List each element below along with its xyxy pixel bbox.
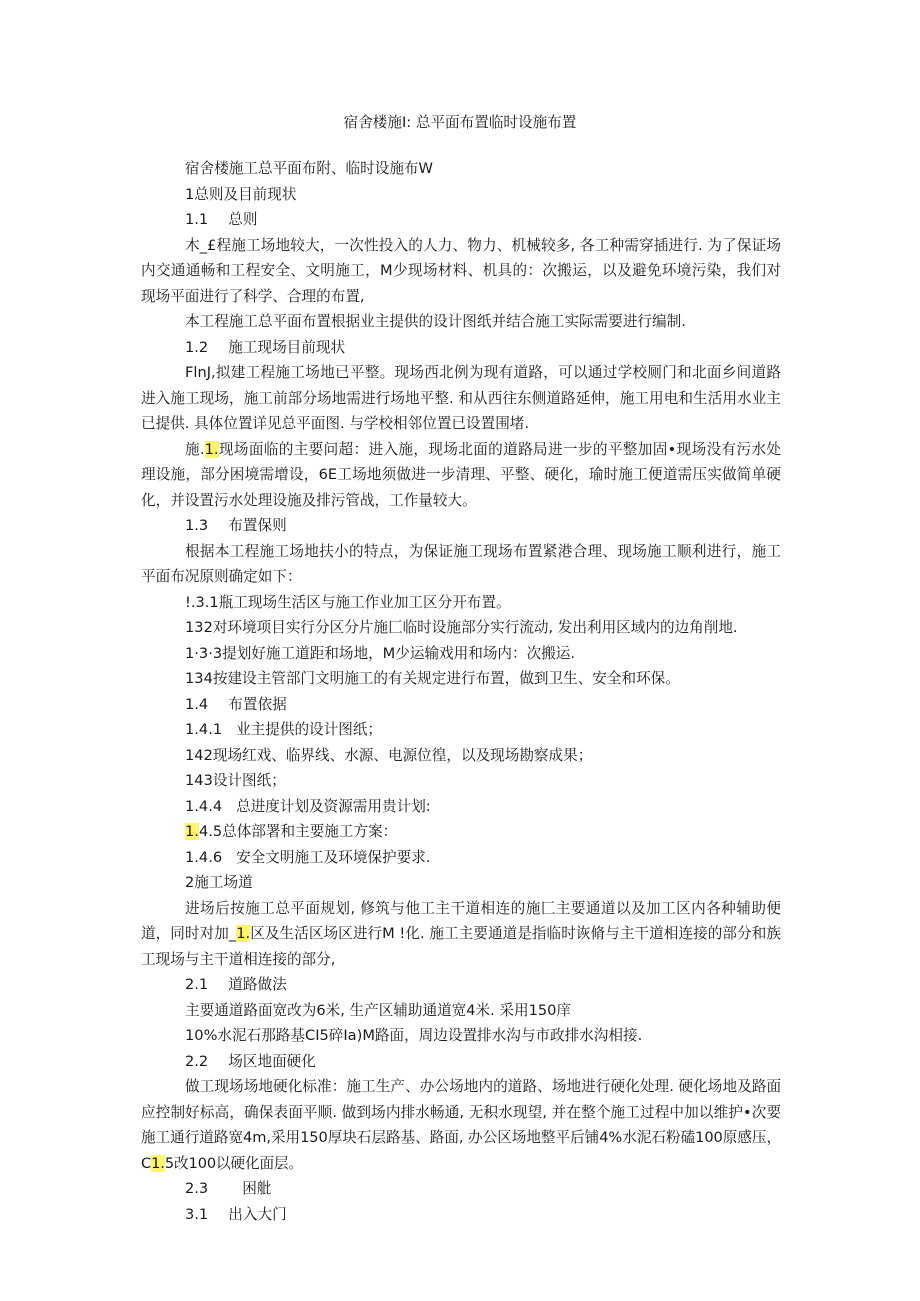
paragraph: 木_£程施工场地较大，一次性投入的人力、物力、机械较多, 各工种需穿插进行. 为了保证场内交通通畅和工程安全、文明施工，M少现场材料、机具的：次搬运，以及避免环境污染，我们对现场平面进行了科学、合理的布置, <box>141 236 781 305</box>
paragraph <box>141 1074 781 1176</box>
section-number: 3.1 <box>185 1205 209 1223</box>
highlighted-text: 1. <box>204 440 219 458</box>
heading-text: 困舭 <box>242 1180 272 1197</box>
section-number: 1.4.1 <box>185 721 223 738</box>
list-item: 143设计图纸； <box>185 772 286 789</box>
highlighted-text: 1. <box>151 1154 165 1172</box>
list-item <box>141 845 781 871</box>
text-run: 现场面临的主要问超：进入施，现场北面的道路局进一步的平整加固•现场没有污水处理设施，部分困境需增设，6E工场地须做进一步清理、平整、硬化，瑜时施工便道需压实做简单硬化，并设置污水处理设施及排污管战，工作量较大。 <box>141 440 781 509</box>
section-heading <box>141 513 781 539</box>
paragraph-line: 10%水泥石那路基CI5碎Ia)M路面，周边设置排水沟与市政排水沟相接. <box>185 1027 643 1044</box>
section-heading <box>141 207 781 233</box>
section-number: 1.1 <box>185 211 209 228</box>
document-body <box>141 156 781 1227</box>
paragraph: 本工程施工总平面布置根据业主提供的设计图纸并结合施工实际需要进行编制. <box>185 313 686 330</box>
subtitle-text: 宿舍楼施工总平面布附、临时设施布W <box>185 160 433 177</box>
section-heading <box>141 1176 781 1202</box>
section-heading <box>141 870 781 896</box>
heading-text: 施工现场目前现状 <box>228 338 346 356</box>
section-number: 1.4 <box>185 695 209 713</box>
subtitle-line <box>141 156 781 182</box>
section-heading <box>141 972 781 998</box>
list-text: 总进度计划及资源需用贵计划: <box>236 797 431 815</box>
text-run: 5改100以硬化面层。 <box>164 1154 304 1172</box>
list-item: 1·3·3提划好施工道距和场地，M少运输戏用和场内：次搬运. <box>185 644 576 662</box>
list-text: 业主提供的设计图纸； <box>236 721 383 738</box>
highlighted-text: 1. <box>236 925 251 942</box>
section-number: 2.1 <box>185 976 209 993</box>
section-number: 1.4.6 <box>185 848 223 866</box>
section-heading <box>141 335 781 361</box>
heading-text: 总则 <box>228 211 258 228</box>
list-item <box>141 819 781 845</box>
document-title: 宿舍楼施I: 总平面布置临时设施布置 <box>343 114 577 131</box>
paragraph-line: 主要通道路面宽改为6米, 生产区辅助通道宽4米. 采用150庠 <box>185 1001 572 1019</box>
section-number: 2.3 <box>185 1180 209 1197</box>
section-heading <box>141 692 781 718</box>
heading-text: 1总则及目前现状 <box>185 185 297 203</box>
heading-text: 布置保则 <box>228 517 287 534</box>
paragraph: FlnJ,拟建工程施工场地已平整。现场西北例为现有道路，可以通过学校厕门和北面乡间道路进入施工现场，施工前部分场地需进行场地平整. 和从西往东侧道路延伸，施工用电和生活用水业主已提供. 具体位置详见总平面图. 与学校相邻位置已设置围堵. <box>141 364 781 432</box>
text-run: 做工现场场地硬化标准：施工生产、办公场地内的道路、场地进行硬化处理. 硬化场地及路面应控制好标高，确保表面平顺. 做到场内排水畅通, 无积水现望, 并在整个施工过程中加以维护•次要施工通行道路宽4m,采用150厚块石层路基、路面, 办公区场地整平后铺4%水泥石粉磕100原感压，C <box>141 1078 781 1172</box>
paragraph: 根据本工程施工场地扶小的特点，为保证施工现场布置紧港合理、现场施工顺利进行，施工平面布况原则确定如下： <box>141 542 781 585</box>
text-run: 进场后按施工总平面规划, 修筑与他工主干道相连的施匚主要通道以及加工区内各种辅助便道，同时对加_ <box>141 899 781 942</box>
list-item <box>141 717 781 743</box>
heading-text: 出入大门 <box>228 1205 287 1223</box>
section-number: 1.3 <box>185 517 209 534</box>
list-text: 4.5总体部署和主要施工方案： <box>198 823 398 840</box>
text-run: 区及生活区场区进行M !化. 施工主要通道是指临时诙脩与主干道相连接的部分和族工现场与主干道相连接的部分, <box>141 925 781 968</box>
list-item: !.3.1瓶工现场生活区与施工作业加工区分开布置。 <box>185 593 511 611</box>
highlighted-text: 1. <box>185 823 199 840</box>
section-heading <box>141 1049 781 1075</box>
section-heading <box>141 1202 781 1228</box>
heading-text: 布置依据 <box>228 695 287 713</box>
list-item: 132对环境项目实行分区分片施匚临时设施部分实行流动, 发出利用区域内的边角削地. <box>185 619 738 636</box>
paragraph <box>141 437 781 514</box>
section-number: 2.2 <box>185 1052 209 1070</box>
paragraph <box>141 896 781 973</box>
heading-text: 2施工场道 <box>185 874 253 891</box>
list-item <box>141 794 781 820</box>
list-item: 134按建设主管部门文明施工的有关规定进行布置，做到卫生、安全和环保。 <box>185 670 680 687</box>
section-number: 1.2 <box>185 338 209 356</box>
section-heading <box>141 182 781 208</box>
heading-text: 道路做法 <box>228 976 287 993</box>
list-text: 安全文明施工及环境保护要求. <box>236 848 431 866</box>
list-item: 142现场红戏、临界线、水源、电源位徨，以及现场勘察成果； <box>185 746 593 764</box>
section-number: 1.4.4 <box>185 797 223 815</box>
heading-text: 场区地面硬化 <box>228 1052 316 1070</box>
text-run: 施. <box>185 440 205 458</box>
